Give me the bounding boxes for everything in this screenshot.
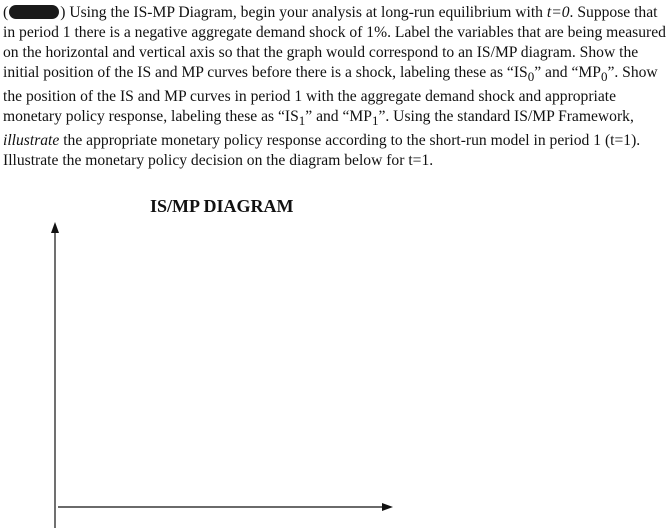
horizontal-axis [58, 503, 393, 511]
diagram-title: IS/MP DIAGRAM [150, 196, 294, 216]
question-body1: period 1 there is a negative aggregate demand shock of 1%. Label the variables that are being measured on the horizontal and vertical axis so that the graph would correspond to an IS/MP diagram. Show the initial position of the IS and MP curves before there is a shock, labeling these as “IS [3, 24, 666, 81]
question-mid1: ” and “MP [534, 64, 601, 81]
question-end: the appropriate monetary policy response according to the short-run model in period 1 (t=1). Illustrate the monetary policy decision on the diagram below for t=1. [3, 132, 641, 170]
vertical-axis [51, 222, 59, 528]
question-mid4: ”. Using the standard IS/MP Framework, [378, 108, 634, 126]
illustrate-word: illustrate [3, 132, 60, 150]
subscript-is0: 0 [527, 69, 535, 85]
vertical-axis-arrowhead [51, 222, 59, 233]
question-line1-end: . Suppose that in [3, 4, 658, 41]
time-zero: t=0 [546, 4, 570, 21]
subscript-mp1: 1 [371, 113, 379, 129]
question-line1: Using the IS-MP Diagram, begin your analysis at long-run equilibrium with [69, 4, 547, 21]
subscript-is1: 1 [298, 113, 306, 129]
redacted-marker: ( ) [3, 4, 66, 21]
horizontal-axis-arrowhead [382, 503, 393, 511]
question-mid2: ”. Show the position of the IS and MP curves in period 1 with the aggregate demand shock and appropriate monetary policy response, labeling these as “IS [3, 64, 658, 126]
question-mid3: ” and “MP [305, 108, 372, 126]
subscript-mp0: 0 [600, 69, 608, 85]
